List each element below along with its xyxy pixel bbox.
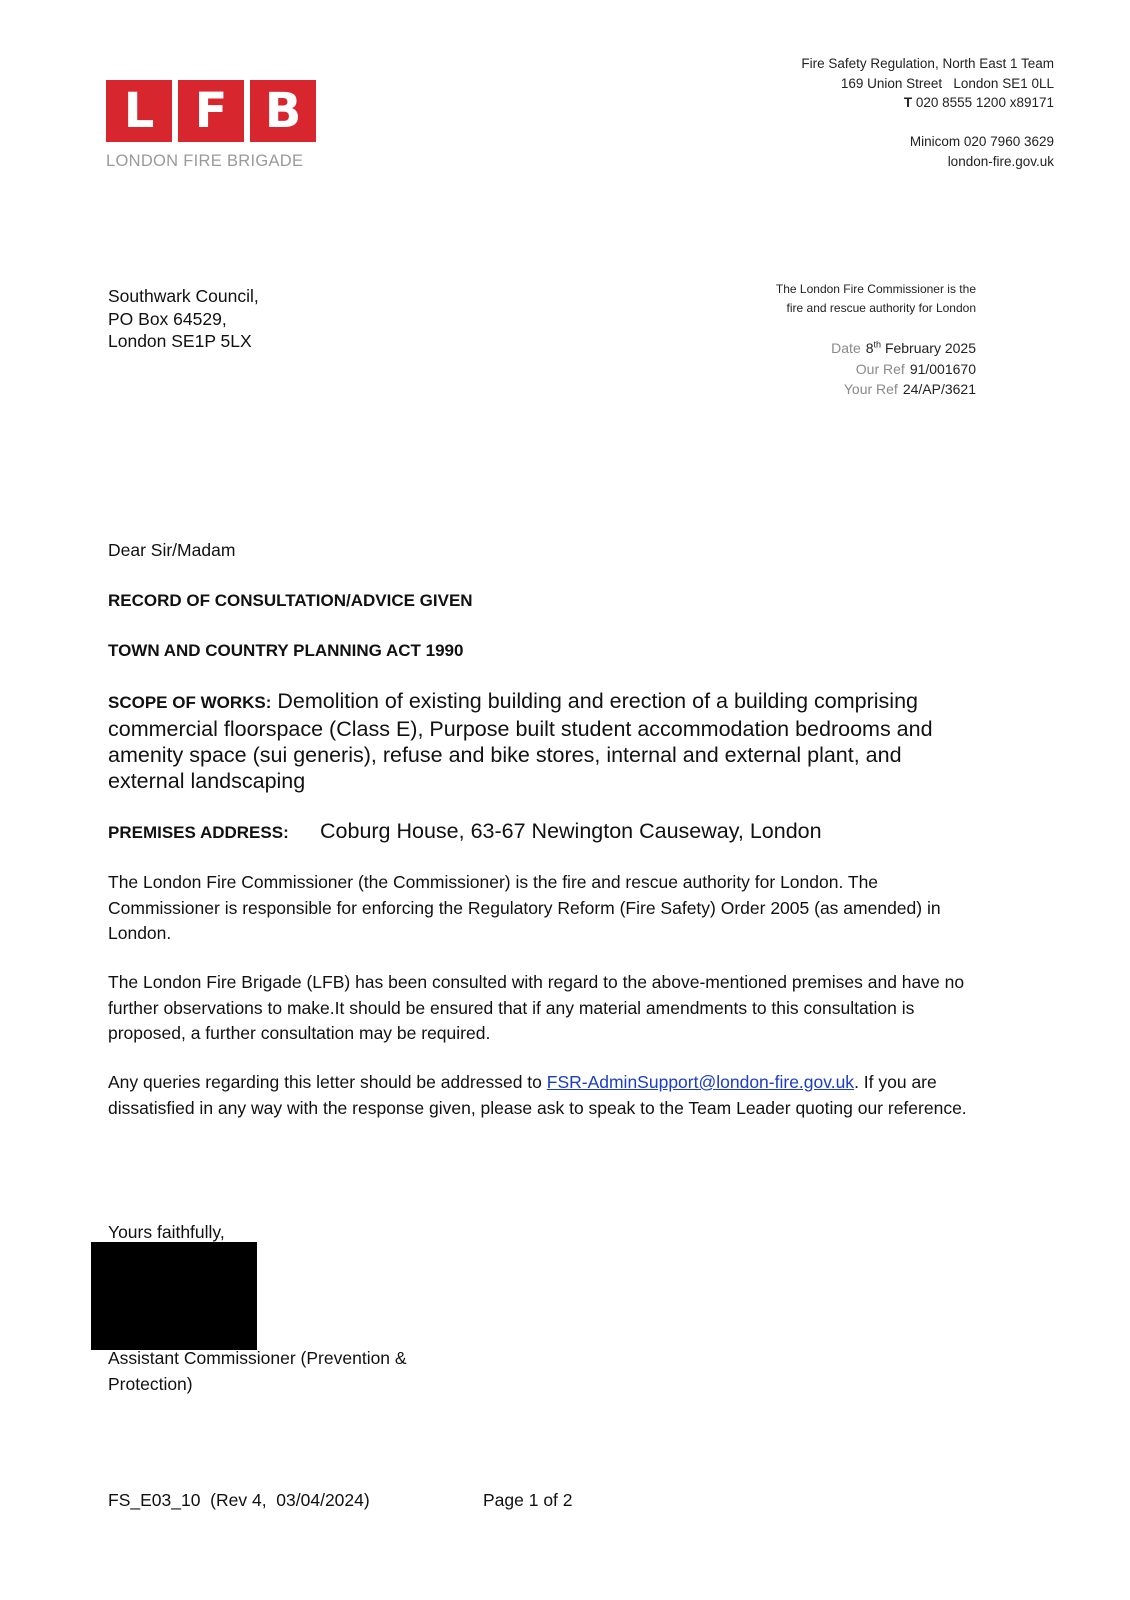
date-suffix: th — [873, 339, 882, 350]
your-ref-value: 24/AP/3621 — [902, 381, 976, 397]
footer-form-ref: FS_E03_10 (Rev 4, 03/04/2024) — [108, 1490, 370, 1510]
recipient-line-2: PO Box 64529, — [108, 308, 227, 329]
logo-letter-b: B — [250, 80, 316, 142]
scope-label: SCOPE OF WORKS: — [108, 693, 272, 712]
tel-prefix: T — [903, 95, 913, 110]
sender-website: london-fire.gov.uk — [947, 153, 1054, 169]
signatory-title: Assistant Commissioner (Prevention & Protection) — [108, 1348, 407, 1394]
sender-telephone — [801, 93, 1054, 113]
recipient-line-3: London SE1P 5LX — [108, 331, 252, 351]
sender-team: Fire Safety Regulation, North East 1 Team — [801, 56, 1054, 71]
our-ref-label: Our Ref — [855, 360, 905, 377]
authority-line-2: fire and rescue authority for London — [786, 301, 976, 315]
scope-of-works — [108, 688, 968, 794]
paragraph-consultation: The London Fire Brigade (LFB) has been consulted with regard to the above-mentioned premises and have no further observations to make.It should be ensured that if any material amendments to this consultation is proposed, a further consultation may be required. — [108, 972, 965, 1043]
our-ref-value: 91/001670 — [909, 360, 976, 377]
paragraph-commissioner: The London Fire Commissioner (the Commissioner) is the fire and rescue authority for London. The Commissioner is responsible for enforcing the Regulatory Reform (Fire Safety) Order 2005 (as amended) in London. — [108, 872, 941, 943]
sender-minicom: Minicom 020 7960 3629 — [909, 134, 1054, 149]
date-label: Date — [831, 340, 861, 356]
date-rest: February 2025 — [884, 340, 976, 356]
our-ref-row — [831, 359, 976, 380]
heading-planning-act: TOWN AND COUNTRY PLANNING ACT 1990 — [108, 641, 464, 660]
scope-text: Demolition of existing building and erection of a building comprising commercial floorspace (Class E), Purpose built student accommodation bedrooms and amenity space (sui generis), refuse and bike stores, internal and external plant, and external landscaping — [108, 689, 933, 793]
sender-street: 169 Union Street London SE1 0LL — [840, 75, 1054, 91]
footer-page-number: Page 1 of 2 — [483, 1490, 573, 1510]
lfb-logo — [106, 80, 316, 171]
logo-letter-boxes — [106, 80, 316, 142]
your-ref-row — [831, 379, 976, 400]
logo-subtitle: LONDON FIRE BRIGADE — [106, 152, 304, 170]
logo-letter-l: L — [106, 80, 172, 142]
premises-label: PREMISES ADDRESS: — [108, 823, 289, 842]
queries-text-after: . If you are dissatisfied in any way with the response given, please ask to speak to the Team Leader quoting our reference. — [108, 1072, 967, 1118]
date-day: 8 — [865, 340, 874, 356]
tel-number: 020 8555 1200 x89171 — [915, 95, 1054, 110]
heading-record-of-consultation: RECORD OF CONSULTATION/ADVICE GIVEN — [108, 591, 473, 610]
logo-letter-f: F — [178, 80, 244, 142]
authority-line-1: The London Fire Commissioner is the — [775, 282, 976, 296]
premises-text: Coburg House, 63-67 Newington Causeway, London — [320, 819, 822, 843]
admin-support-email-link[interactable]: FSR-AdminSupport@london-fire.gov.uk — [546, 1072, 855, 1092]
recipient-line-1: Southwark Council, — [108, 286, 259, 306]
date-row — [831, 338, 976, 359]
closing: Yours faithfully, — [108, 1222, 225, 1242]
paragraph-queries — [108, 1070, 988, 1121]
authority-statement — [776, 280, 976, 318]
recipient-address — [108, 285, 259, 353]
letter-meta — [831, 338, 976, 400]
your-ref-label: Your Ref — [843, 381, 898, 397]
sender-address — [801, 54, 1054, 171]
salutation: Dear Sir/Madam — [108, 540, 236, 560]
queries-text-before: Any queries regarding this letter should be addressed to — [108, 1072, 547, 1092]
premises-address — [108, 818, 822, 846]
redacted-signature — [91, 1242, 257, 1350]
